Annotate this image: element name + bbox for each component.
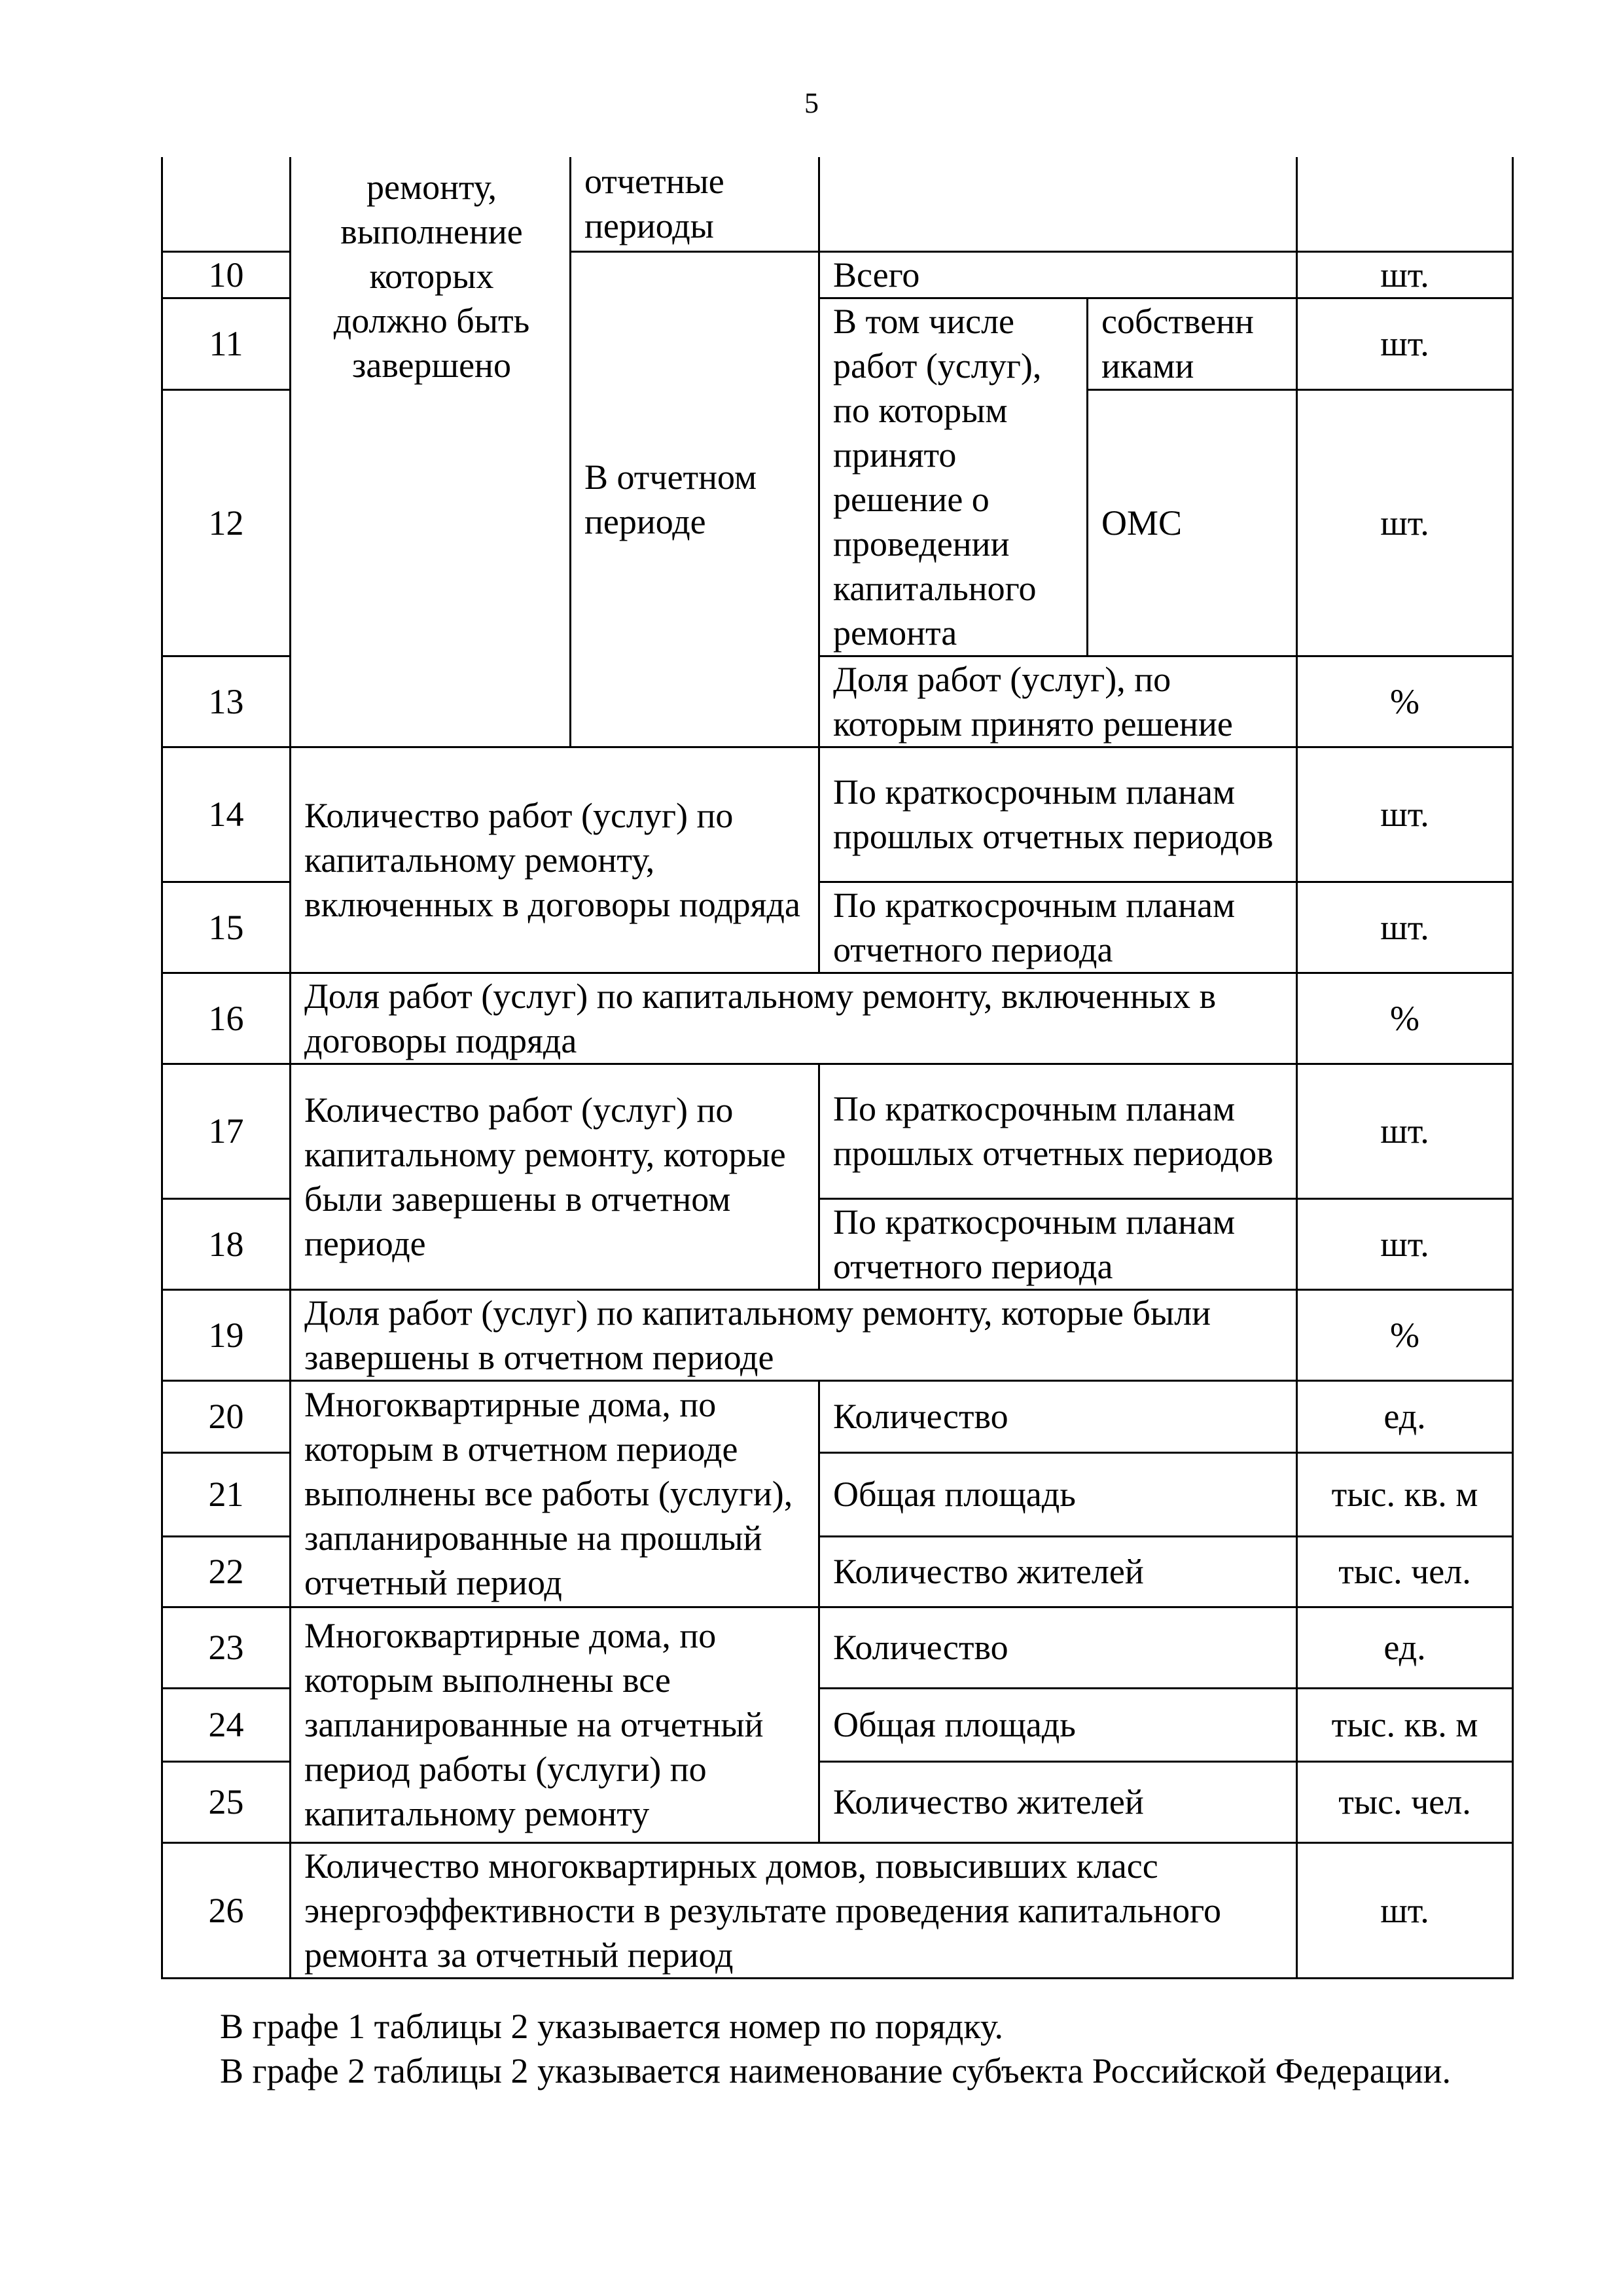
row-number: 24 <box>162 1688 291 1761</box>
row-number: 25 <box>162 1761 291 1842</box>
row-group-label: Количество работ (услуг) по капитальному ремонту, которые были завершены в отчетном периоде <box>291 1064 819 1289</box>
table-row <box>162 1064 1513 1198</box>
row-number: 19 <box>162 1289 291 1380</box>
row-unit: % <box>1297 1289 1513 1380</box>
row-number: 15 <box>162 882 291 973</box>
indicators-table <box>161 157 1514 1979</box>
row-description: По краткосрочным планам отчетного периода <box>819 1198 1297 1289</box>
row-description: Количество жителей <box>819 1536 1297 1607</box>
row-unit: шт. <box>1297 1198 1513 1289</box>
table-row <box>162 1380 1513 1452</box>
row-description: По краткосрочным планам прошлых отчетных периодов <box>819 747 1297 882</box>
row-description: Доля работ (услуг) по капитальному ремонту, которые были завершены в отчетном периоде <box>291 1289 1297 1380</box>
row-description: Доля работ (услуг), по которым принято решение <box>819 656 1297 747</box>
row-unit: шт. <box>1297 1842 1513 1978</box>
row-description: По краткосрочным планам прошлых отчетных периодов <box>819 1064 1297 1198</box>
row-group-label: Многоквартирные дома, по которым выполнены все запланированные на отчетный период работы (услуги) по капитальному ремонту <box>291 1607 819 1842</box>
row-number: 26 <box>162 1842 291 1978</box>
num-cell-empty <box>162 157 291 251</box>
row-description: Всего <box>819 251 1297 298</box>
row-number: 17 <box>162 1064 291 1198</box>
period-current-line: В отчетном <box>584 457 757 497</box>
row-number: 11 <box>162 298 291 390</box>
row-number: 12 <box>162 390 291 656</box>
table-row <box>162 1842 1513 1978</box>
row-group-label: Количество работ (услуг) по капитальному ремонту, включенных в договоры подряда <box>291 747 819 973</box>
table-row <box>162 973 1513 1064</box>
period-prev-line: периоды <box>584 206 714 246</box>
including-cell: В том числе работ (услуг), по которым принято решение о проведении капитального ремонта <box>819 298 1088 656</box>
cont-label-line: ремонту, <box>366 168 497 207</box>
row-number: 20 <box>162 1380 291 1452</box>
body-paragraph: В графе 2 таблицы 2 указывается наименование субъекта Российской Федерации. <box>220 2051 1452 2090</box>
row-description: Доля работ (услуг) по капитальному ремонту, включенных в договоры подряда <box>291 973 1297 1064</box>
row-description: Количество жителей <box>819 1761 1297 1842</box>
unit-cell-empty <box>1297 157 1513 251</box>
desc-cell-empty <box>819 157 1297 251</box>
row-description: Количество многоквартирных домов, повысивших класс энергоэффективности в результате проведения капитального ремонта за отчетный период <box>291 1842 1297 1978</box>
row-description: Общая площадь <box>819 1688 1297 1761</box>
period-prev-cell <box>571 157 819 251</box>
page-number: 5 <box>804 87 819 119</box>
row-unit: ед. <box>1297 1380 1513 1452</box>
row-number: 21 <box>162 1452 291 1536</box>
row-unit: тыс. чел. <box>1297 1761 1513 1842</box>
row-unit: тыс. кв. м <box>1297 1452 1513 1536</box>
cont-label-line: которых <box>369 257 494 296</box>
row-number: 13 <box>162 656 291 747</box>
row-unit: шт. <box>1297 882 1513 973</box>
cont-label-cell <box>291 157 571 747</box>
row-description: Количество <box>819 1380 1297 1452</box>
row-group-label: Многоквартирные дома, по которым в отчетном периоде выполнены все работы (услуги), запланированные на прошлый отчетный период <box>291 1380 819 1607</box>
row-number: 23 <box>162 1607 291 1688</box>
cont-label-line: завершено <box>352 346 511 385</box>
period-current-line: периоде <box>584 501 706 541</box>
row-unit: шт. <box>1297 251 1513 298</box>
row-number: 16 <box>162 973 291 1064</box>
row-unit: тыс. чел. <box>1297 1536 1513 1607</box>
row-number: 10 <box>162 251 291 298</box>
row-subcategory: собственн иками <box>1088 298 1297 390</box>
row-unit: шт. <box>1297 1064 1513 1198</box>
row-subcategory: ОМС <box>1088 390 1297 656</box>
row-description: Количество <box>819 1607 1297 1688</box>
body-paragraph: В графе 1 таблицы 2 указывается номер по порядку. <box>220 2007 1003 2046</box>
row-unit: % <box>1297 973 1513 1064</box>
cont-label-line: должно быть <box>333 301 530 340</box>
cont-label-line: выполнение <box>340 212 523 251</box>
row-number: 22 <box>162 1536 291 1607</box>
row-unit: % <box>1297 656 1513 747</box>
row-description: Общая площадь <box>819 1452 1297 1536</box>
table-row <box>162 747 1513 882</box>
table-row-continuation <box>162 157 1513 251</box>
row-unit: ед. <box>1297 1607 1513 1688</box>
period-prev-line: отчетные <box>584 162 724 202</box>
table-row <box>162 1607 1513 1688</box>
table-row <box>162 1289 1513 1380</box>
row-unit: шт. <box>1297 747 1513 882</box>
period-current-cell <box>571 251 819 747</box>
row-unit: шт. <box>1297 298 1513 390</box>
row-unit: тыс. кв. м <box>1297 1688 1513 1761</box>
row-number: 14 <box>162 747 291 882</box>
row-unit: шт. <box>1297 390 1513 656</box>
row-number: 18 <box>162 1198 291 1289</box>
row-description: По краткосрочным планам отчетного периода <box>819 882 1297 973</box>
